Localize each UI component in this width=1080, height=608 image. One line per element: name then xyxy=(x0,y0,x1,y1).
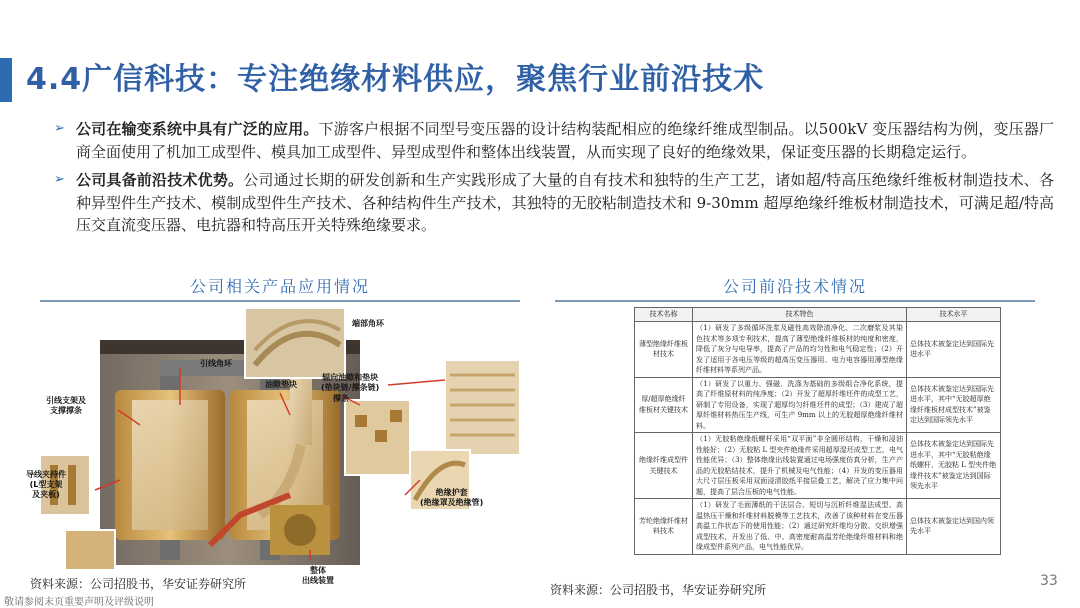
label-end-ring: 端部角环 xyxy=(352,319,384,328)
technology-table-wrap xyxy=(634,307,1000,555)
tech-feature: （1）研发了毛面薄纸的干法层合、短切与沉析纤维湿法成型、高温热压干燥和纤维材料脱模等工艺技术，改善了该种材料在变压器高温工作状态下的使用性能；（2）通过研究纤维均分散、交织增强成型技术，开发出了低、中、高密度耐高温芳纶绝缘纤维材料和绝缘成型件系列产品，电气性能优异。 xyxy=(693,499,907,555)
tech-name: 薄型绝缘纤维板材技术 xyxy=(635,322,693,378)
label-lead-support-line1: 引线支架及 xyxy=(46,396,86,405)
left-section-title: 公司相关产品应用情况 xyxy=(189,277,370,296)
label-radial-strip-line1: 辐向油隙和垫块 xyxy=(322,373,379,382)
technology-table xyxy=(634,307,1001,555)
tech-feature: （1）无胶粘绝缘纸螺杆采用“双平面”非全圆形结构，干燥和浸油性能好；（2）无胶粘 L 型夹件绝缘件采用超厚湿坯成型工艺，电气性能优异；（3）整体绝缘出线装置通过电场强度仿真分析，生产产品的无胶粘结技术，提升了机械及电气性能；（4）开发的变压器用大尺寸层压板采用双面浸渍胶纸平接层叠工艺，解决了应力集中问题，提高了层合压板的电气性能。 xyxy=(693,433,907,499)
bullet-lead: 公司在输变系统中具有广泛的应用。 xyxy=(76,120,319,138)
label-radial-strip xyxy=(321,373,379,393)
tech-level: 总体技术被鉴定达到国内领先水平 xyxy=(907,499,1001,555)
disclaimer: 敬请参阅末页重要声明及评级说明 xyxy=(4,597,154,608)
title-accent-bar xyxy=(0,58,12,102)
bullet-item xyxy=(54,169,1054,237)
table-row xyxy=(635,322,1001,378)
label-lead-support-line2: 支撑撑条 xyxy=(50,406,82,415)
bullet-list xyxy=(54,118,1054,243)
transformer-drawing xyxy=(40,305,520,575)
page-title: 4.4广信科技：专注绝缘材料供应，聚焦行业前沿技术 xyxy=(26,62,765,97)
label-insul-shield-line2: (绝缘罩及绝缘管) xyxy=(420,498,484,507)
table-header: 技术特色 xyxy=(693,308,907,322)
tech-level: 总体技术被鉴定达到国际先进水平 xyxy=(907,322,1001,378)
label-oil-block: 油隙垫块 xyxy=(265,380,297,389)
left-section-divider xyxy=(40,300,520,302)
tech-level: 总体技术被鉴定达到国际先进水平，其中“无胶粘绝缘纸螺杆、无胶粘 L 型夹件绝缘件技术”被鉴定达到国际领先水平 xyxy=(907,433,1001,499)
table-row xyxy=(635,433,1001,499)
label-clamp-line3: 及夹板) xyxy=(32,490,60,499)
bullet-text: 公司通过长期的研发创新和生产实践形成了大量的自有技术和独特的生产工艺，诸如超/特高压绝缘纤维板材制造技术、各种异型件生产技术、模制成型件生产技术、各种结构件生产技术，其独特的无胶粘制造技术和 9-30mm 超厚绝缘纤维板材制造技术，可满足超/特高压交直流变压器、电抗器和特高压开关特殊绝缘要求。 xyxy=(76,171,1054,234)
label-outlet-line2: 出线装置 xyxy=(302,576,334,585)
tech-name: 厚/超厚绝缘纤维板材关键技术 xyxy=(635,377,693,433)
right-source-note: 资料来源：公司招股书，华安证券研究所 xyxy=(550,583,767,597)
arrow-bullet-icon: ➢ xyxy=(54,172,65,187)
tech-level: 总体技术被鉴定达到国际先进水平，其中“无胶超厚绝缘纤维板材成型技术”被鉴定达到国际领先水平 xyxy=(907,377,1001,433)
tech-feature: （1）研发了多级循环洗浆及磁性高效除渣净化、二次磨浆及其染色技术等多项专利技术，提高了薄型绝缘纤维板材的纯度和密度，降低了灰分与电导率，提高了产品的均匀性和电气稳定性；（2）开发了适用于各电压等级的超高压变压器用、电力电容器用薄型绝缘纤维材料等系列产品。 xyxy=(693,322,907,378)
table-header-row xyxy=(635,308,1001,322)
tech-name: 绝缘纤维成型件关键技术 xyxy=(635,433,693,499)
label-lead-support xyxy=(46,396,86,416)
right-section-divider xyxy=(555,300,1035,302)
tech-feature: （1）研发了以重力、强磁、洗涤为基础的多级组合净化系统，提高了纤维原材料的纯净度；（2）开发了超厚纤维坯件的成型工艺，研制了专用设备，实现了超厚均匀纤维坯件的成型；（3）建成了超厚纤维材料热压生产线，可生产 9mm 以上的无胶超厚绝缘纤维材料。 xyxy=(693,377,907,433)
table-header: 技术名称 xyxy=(635,308,693,322)
bullet-lead: 公司具备前沿技术优势。 xyxy=(76,171,244,189)
label-clamp-line2: (L型支架 xyxy=(29,480,63,489)
table-header: 技术水平 xyxy=(907,308,1001,322)
label-strip: 撑条 xyxy=(333,394,349,403)
tech-name: 芳纶绝缘纤维材料技术 xyxy=(635,499,693,555)
bullet-text: 下游客户根据不同型号变压器的设计结构装配相应的绝缘纤维成型制品。以500kV 变压器结构为例，变压器厂商全面使用了机加工成型件、模具加工成型件、异型成型件和整体出线装置，从而实现了良好的绝缘效果，保证变压器的长期稳定运行。 xyxy=(76,120,1054,161)
label-outlet-line1: 整体 xyxy=(310,566,326,575)
label-radial-strip-line2: (垫块链/撑条链) xyxy=(321,383,380,392)
arrow-bullet-icon: ➢ xyxy=(54,121,65,136)
right-section-title: 公司前沿技术情况 xyxy=(722,277,867,296)
page-number: 33 xyxy=(1040,573,1058,589)
label-insul-shield xyxy=(420,488,483,508)
bullet-item xyxy=(54,118,1054,163)
label-insul-shield-line1: 绝缘护套 xyxy=(435,488,468,497)
label-clamp-line1: 导线夹持件 xyxy=(26,470,66,479)
label-lead-ring: 引线角环 xyxy=(200,359,232,368)
label-outlet xyxy=(302,566,334,586)
left-source-note: 资料来源：公司招股书，华安证券研究所 xyxy=(30,577,247,591)
table-row xyxy=(635,377,1001,433)
table-row xyxy=(635,499,1001,555)
label-clamp xyxy=(26,470,66,500)
